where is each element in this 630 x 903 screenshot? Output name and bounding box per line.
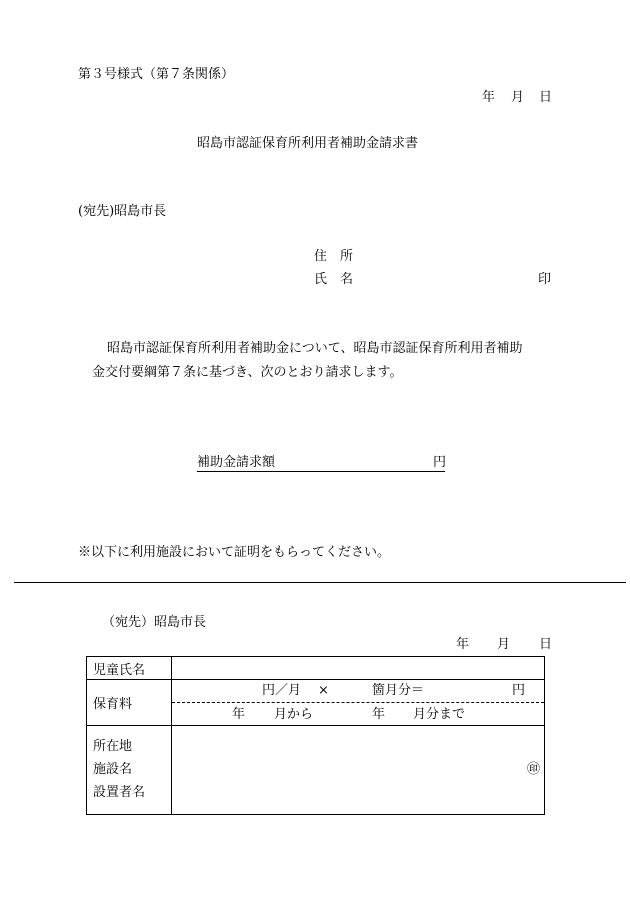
fee-yen-per-month: 円／月 bbox=[262, 683, 302, 698]
facility-seal: ㊞ bbox=[527, 762, 541, 777]
separator-line bbox=[14, 582, 626, 583]
facility-labels bbox=[87, 726, 172, 815]
child-name-field[interactable] bbox=[172, 657, 545, 680]
cert-addressee: （宛先）昭島市長 bbox=[102, 615, 207, 630]
facility-field[interactable] bbox=[172, 726, 545, 815]
amount-label: 補助金請求額 bbox=[197, 455, 276, 470]
child-name-label: 児童氏名 bbox=[87, 657, 172, 680]
addressee: (宛先)昭島市長 bbox=[78, 204, 167, 219]
fee-label: 保育料 bbox=[87, 680, 172, 726]
form-number: 第３号様式（第７条関係） bbox=[78, 67, 235, 82]
fee-line-2 bbox=[172, 703, 544, 725]
date-day: 日 bbox=[539, 90, 553, 105]
cert-date-year: 年 bbox=[456, 637, 470, 652]
certificate-table bbox=[86, 656, 545, 815]
period-year-to: 年 bbox=[372, 707, 386, 722]
fee-times: × bbox=[318, 683, 329, 698]
fee-yen: 円 bbox=[512, 683, 526, 698]
page-title: 昭島市認証保育所利用者補助金請求書 bbox=[197, 136, 419, 151]
body-text-line1: 昭島市認証保育所利用者補助金について、昭島市認証保育所利用者補助 bbox=[107, 341, 523, 356]
instruction-note: ※以下に利用施設において証明をもらってください。 bbox=[78, 545, 391, 560]
row-child-name bbox=[87, 657, 545, 680]
period-year-from: 年 bbox=[232, 707, 246, 722]
cert-date-day: 日 bbox=[539, 637, 553, 652]
period-month-to: 月分まで bbox=[413, 707, 466, 722]
location-label: 所在地 bbox=[93, 739, 133, 754]
address-label: 住 所 bbox=[314, 249, 354, 264]
row-facility bbox=[87, 726, 545, 815]
fee-field bbox=[172, 680, 545, 726]
amount-underline bbox=[197, 471, 445, 472]
facility-name-label: 施設名 bbox=[93, 762, 133, 777]
name-label: 氏 名 bbox=[314, 272, 354, 287]
row-fee bbox=[87, 680, 545, 726]
fee-line-1 bbox=[172, 680, 544, 703]
date-month: 月 bbox=[511, 90, 525, 105]
operator-name-label: 設置者名 bbox=[93, 785, 146, 800]
date-year: 年 bbox=[482, 90, 496, 105]
fee-months: 箇月分＝ bbox=[372, 683, 425, 698]
amount-unit: 円 bbox=[433, 455, 447, 470]
body-text-line2: 金交付要綱第７条に基づき、次のとおり請求します。 bbox=[92, 365, 403, 380]
cert-date-month: 月 bbox=[497, 637, 511, 652]
period-month-from: 月から bbox=[274, 707, 314, 722]
seal-mark: 印 bbox=[538, 272, 552, 287]
